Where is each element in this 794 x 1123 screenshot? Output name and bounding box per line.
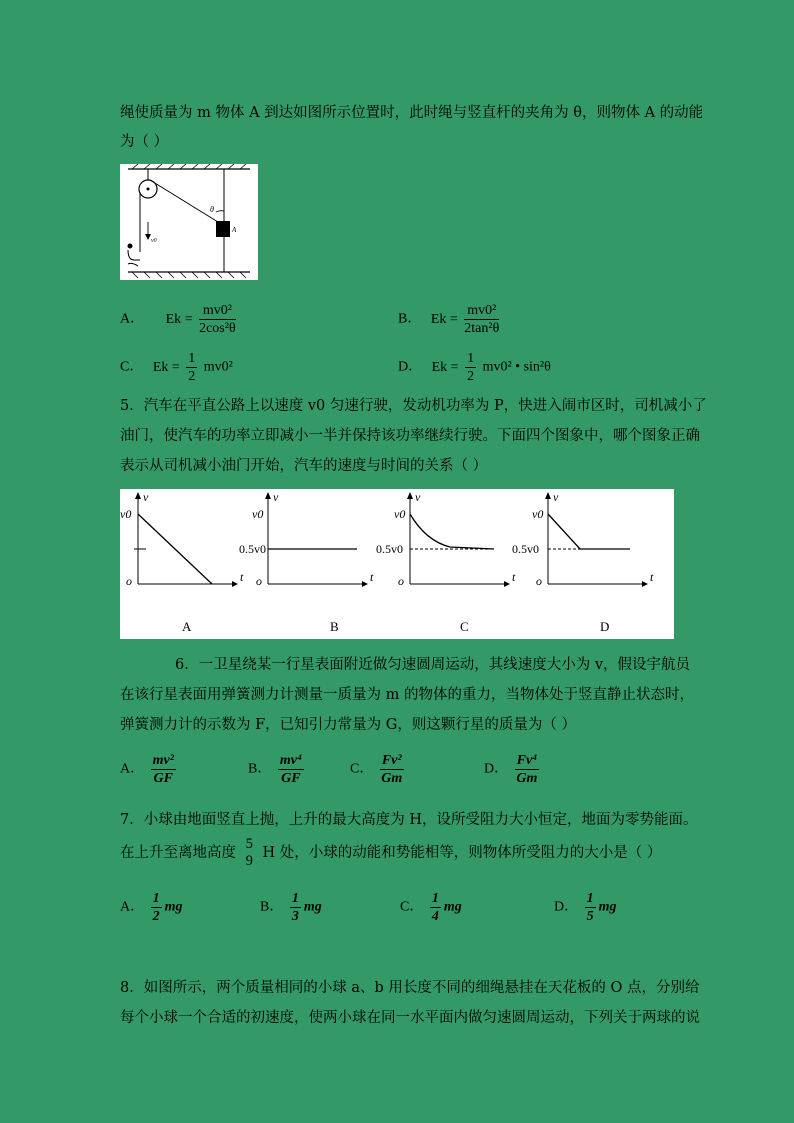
svg-text:0.5v0: 0.5v0 [512,542,539,556]
q8-text-line1: 8．如图所示，两个质量相同的小球 a、b 用长度不同的细绳悬挂在天花板的 O 点，分别给 [120,980,700,996]
q7-option-d[interactable]: D． $\frac{1}{5}$ mg [554,891,617,924]
svg-text:v0: v0 [120,507,132,521]
svg-text:v: v [415,490,421,504]
q5-text-line3: 表示从司机减小油门开始，汽车的速度与时间的关系（ ） [120,458,488,474]
q6-option-d[interactable]: D． $\frac{\text{Fv⁴}}{Gm}$ [484,753,538,786]
svg-text:D: D [600,619,610,634]
graph-a [120,490,244,634]
svg-text:o: o [536,574,542,588]
graph-d [512,490,654,634]
svg-text:o: o [398,574,404,588]
svg-text:v: v [273,490,279,504]
svg-text:o: o [126,574,132,588]
q4-option-c[interactable]: C． Ek = $\frac{1}{2}$ mv0² [120,351,233,384]
velocity-time-graphs [120,489,674,639]
q4-option-b[interactable]: B． Ek = $\frac{\text{mv0²}}{\text{2tan²θ}}$ [398,303,500,336]
q4-option-d[interactable]: D． Ek = $\frac{1}{2}$ mv0² • sin²θ [398,351,551,384]
q6-option-a[interactable]: A． $\frac{\text{mv²}}{GF}$ [120,753,174,786]
pulley-figure [120,164,258,280]
q7-option-a[interactable]: A． $\frac{1}{2}$ mg [120,891,183,924]
svg-text:t: t [512,570,516,584]
q7-option-b[interactable]: B． $\frac{1}{3}$ mg [260,891,322,924]
q4-text-line1: 绳使质量为 m 物体 A 到达如图所示位置时，此时绳与竖直杆的夹角为 θ，则物体 A 的动能 [120,105,704,121]
q7-text-line1: 7．小球由地面竖直上抛，上升的最大高度为 H，设所受阻力大小恒定，地面为零势能面。 [120,812,698,828]
q6-option-c[interactable]: C． $\frac{\text{Fv²}}{Gm}$ [350,753,403,786]
q4-text-line2: 为（ ） [120,134,169,150]
svg-text:B: B [330,619,339,634]
q7-option-c[interactable]: C． $\frac{1}{4}$ mg [400,891,462,924]
svg-text:v0: v0 [252,507,264,521]
q6-text-line1: 6．一卫星绕某一行星表面附近做匀速圆周运动，其线速度大小为 v，假设宇航员 [175,657,691,673]
svg-text:o: o [256,574,262,588]
q8-text-line2: 每个小球一个合适的初速度，使两小球在同一水平面内做匀速圆周运动，下列关于两球的说 [120,1010,700,1026]
svg-text:v: v [143,490,149,504]
q4-option-a[interactable]: A． Ek = $\frac{\text{mv0²}}{\text{2cos²θ}}$ [120,303,236,336]
svg-text:v0: v0 [532,507,544,521]
q5-text-line2: 油门，使汽车的功率立即减小一半并保持该功率继续行驶。下面四个图象中，哪个图象正确 [120,428,700,444]
graph-c [376,490,516,634]
svg-text:t: t [240,570,244,584]
q6-option-b[interactable]: B． $\frac{\text{mv⁴}}{GF}$ [248,753,302,786]
vt-graphs-svg [120,489,674,639]
svg-text:A: A [182,619,192,634]
svg-text:v0: v0 [394,507,406,521]
theta-label: θ [210,205,214,214]
svg-text:0.5v0: 0.5v0 [239,542,266,556]
svg-text:t: t [650,570,654,584]
q6-text-line2: 在该行星表面用弹簧测力计测量一质量为 m 的物体的重力，当物体处于竖直静止状态时， [120,687,694,703]
graph-b [239,490,374,634]
q5-text-line1: 5．汽车在平直公路上以速度 v0 匀速行驶，发动机功率为 P，快进入闹市区时，司机减小了 [120,398,707,414]
block-a-label: A [232,226,237,234]
v0-label: v0 [151,238,157,244]
svg-text:v: v [553,490,559,504]
svg-text:C: C [460,619,469,634]
q6-text-line3: 弹簧测力计的示数为 F，已知引力常量为 G，则这颗行星的质量为（ ） [120,717,576,733]
pulley-diagram [120,164,258,280]
q7-text-line2: 在上升至离地高度 5 9 H 处，小球的动能和势能相等，则物体所受阻力的大小是（ ） [120,836,662,869]
svg-text:t: t [370,570,374,584]
svg-text:0.5v0: 0.5v0 [376,542,403,556]
